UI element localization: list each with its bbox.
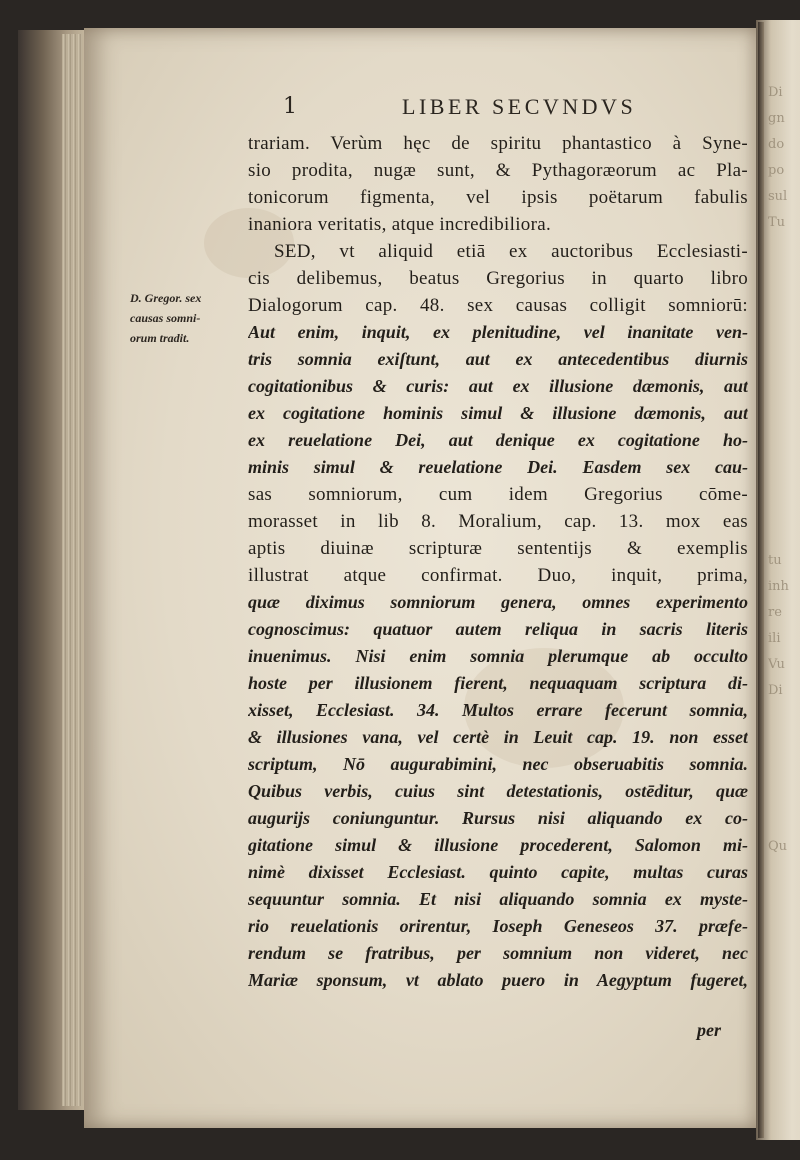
facing-page-fragment: gn [768, 111, 785, 126]
text-line: hoste per illusionem fierent, nequaquam scriptura di- [248, 673, 748, 693]
facing-page-fragment [768, 366, 800, 392]
marginal-note [130, 288, 248, 348]
text-line: rio reuelationis orirentur, Ioseph Geneseos 37. præfe- [248, 916, 748, 936]
facing-page-fragment [768, 314, 800, 340]
running-head [0, 94, 800, 124]
folio-number: 1 [283, 94, 297, 119]
facing-page-fragment [768, 418, 800, 444]
text-line: Aut enim, inquit, ex plenitudine, vel inanitate ven- [248, 322, 748, 342]
text-line: quæ diximus somniorum genera, omnes experimento [248, 592, 748, 612]
facing-page-fragment: Tu [768, 215, 786, 230]
text-line: gitatione simul & illusione procederent, Salomon mi- [248, 835, 748, 855]
page-edges [62, 34, 82, 1106]
text-line: cognoscimus: quatuor autem reliqua in sacris literis [248, 619, 748, 639]
text-line: augurijs coniunguntur. Rursus nisi aliquando ex co- [248, 808, 748, 828]
marginal-note-line: D. Gregor. sex [130, 291, 202, 305]
facing-page-fragment [768, 808, 800, 834]
text-line: Dialogorum cap. 48. sex causas colligit somniorū: [248, 295, 748, 316]
catchword: per [697, 1020, 721, 1040]
text-line: inaniora veritatis, atque incredibiliora. [248, 214, 551, 235]
facing-page-fragment [768, 704, 800, 730]
facing-page-fragment [768, 392, 800, 418]
text-line: tris somnia exiſtunt, aut ex antecedentibus diurnis [248, 349, 748, 369]
facing-page-fragment: Vu [768, 657, 785, 672]
text-line: rendum se fratribus, per somnium non videret, nec [248, 943, 748, 963]
text-line: SED, vt aliquid etiā ex auctoribus Ecclesiasti- [274, 241, 748, 262]
facing-page-fragment [768, 444, 800, 470]
facing-page-fragment [768, 756, 800, 782]
running-title: LIBER SECVNDVS [402, 94, 637, 119]
facing-page-fragment: do [768, 137, 785, 152]
facing-page-fragment [768, 340, 800, 366]
marginal-note-line: orum tradit. [130, 331, 190, 345]
facing-page-fragment: Qu [768, 839, 788, 854]
text-line: cogitationibus & curis: aut ex illusione dæmonis, aut [248, 376, 748, 396]
text-line: Mariæ sponsum, vt ablato puero in Aegyptum fugeret, [248, 970, 748, 990]
facing-page-fragment: re [768, 605, 782, 620]
text-line: tonicorum figmenta, vel ipsis poëtarum fabulis [248, 187, 748, 208]
facing-page-fragment: Di [768, 683, 783, 698]
text-line: scriptum, Nō augurabimini, nec obseruabitis somnia. [248, 754, 748, 774]
text-line: morasset in lib 8. Moralium, cap. 13. mox eas [248, 511, 748, 532]
facing-page-fragment [768, 496, 800, 522]
text-line: sio prodita, nugæ sunt, & Pythagoræorum ac Pla- [248, 160, 748, 181]
facing-page-fragment [768, 730, 800, 756]
text-line: Quibus verbis, cuius sint detestationis, ostēditur, quæ [248, 781, 748, 801]
text-line: ex reuelatione Dei, aut denique ex cogitatione ho- [248, 430, 748, 450]
text-line: minis simul & reuelatione Dei. Easdem sex cau- [248, 457, 748, 477]
facing-page-fragment: Di [768, 85, 783, 100]
text-line: inuenimus. Nisi enim somnia plerumque ab occulto [248, 646, 748, 666]
facing-page-fragment: po [768, 163, 785, 178]
text-line: ex cogitatione hominis simul & illusione dæmonis, aut [248, 403, 748, 423]
text-line: & illusiones vana, vel certè in Leuit cap. 19. non esset [248, 727, 748, 747]
facing-page-fragment [768, 470, 800, 496]
text-line: xisset, Ecclesiast. 34. Multos errare fecerunt somnia, [248, 700, 748, 720]
facing-page-fragment [768, 288, 800, 314]
facing-page-fragment: tu [768, 553, 782, 568]
facing-page-fragment: inh [768, 579, 789, 594]
text-line: illustrat atque confirmat. Duo, inquit, prima, [248, 565, 748, 586]
marginal-note-line: causas somni- [130, 311, 201, 325]
text-line: sequuntur somnia. Et nisi aliquando somnia ex myste- [248, 889, 748, 909]
facing-page-fragment [768, 236, 800, 262]
facing-page-text [768, 80, 800, 860]
text-line: trariam. Verùm hęc de spiritu phantastico à Syne- [248, 133, 748, 154]
text-line: cis delibemus, beatus Gregorius in quarto libro [248, 268, 748, 289]
facing-page-fragment [768, 782, 800, 808]
facing-page-fragment [768, 262, 800, 288]
body-text [248, 130, 748, 994]
facing-page-fragment: sul [768, 189, 788, 204]
text-line: sas somniorum, cum idem Gregorius cōme- [248, 484, 748, 505]
facing-page-fragment [768, 522, 800, 548]
text-line: aptis diuinæ scripturæ sententijs & exemplis [248, 538, 748, 559]
facing-page-fragment: ili [768, 631, 781, 646]
text-line: nimè dixisset Ecclesiast. quinto capite, multas curas [248, 862, 748, 882]
facing-gutter [758, 22, 764, 1138]
